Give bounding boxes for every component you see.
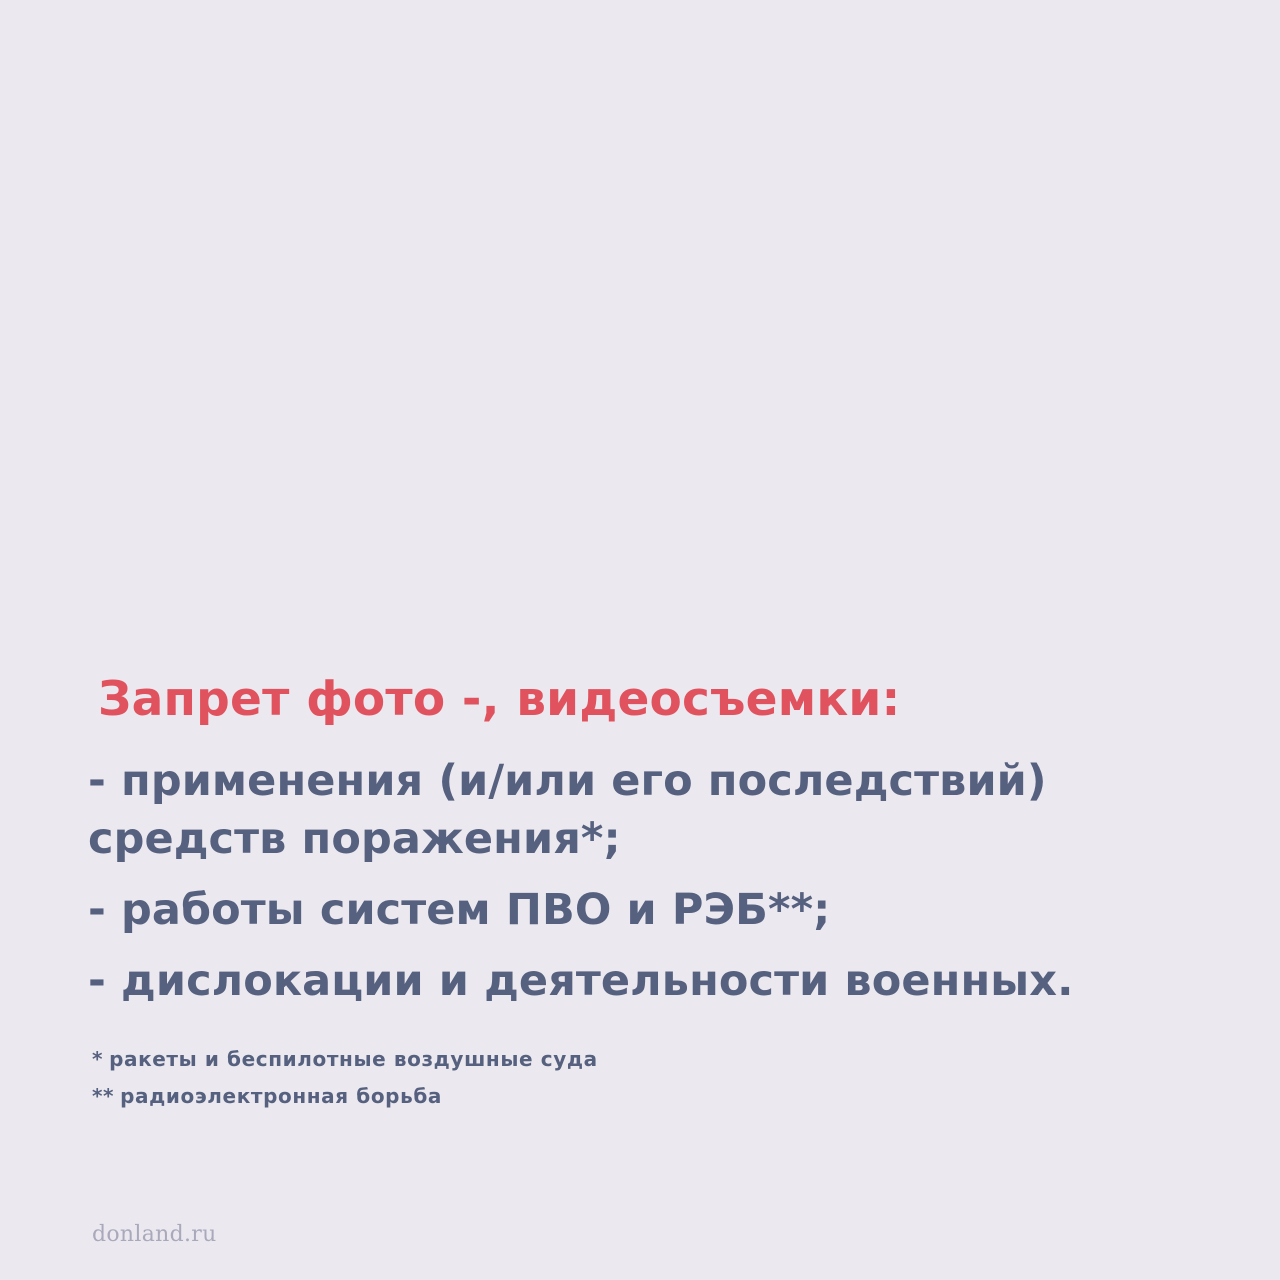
source-site-label: donland.ru (92, 1222, 217, 1247)
restriction-list (88, 753, 1198, 1010)
footnote-block (88, 1044, 1198, 1112)
footnote-marker: * (92, 1047, 104, 1072)
page-title: Запрет фото -, видеосъемки: (98, 672, 901, 727)
poster-content (88, 672, 1198, 1118)
list-item: - работы систем ПВО и РЭБ**; (88, 884, 831, 935)
footnote-text: радиоэлектронная борьба (120, 1084, 443, 1109)
list-item: - дислокации и деятельности военных. (88, 956, 1074, 1007)
footnote-single-asterisk (92, 1044, 1198, 1075)
list-item: - применения (и/или его последствий) средств поражения*; (88, 756, 1047, 864)
footnote-double-asterisk (92, 1081, 1198, 1112)
footnote-text: ракеты и беспилотные воздушные суда (109, 1047, 598, 1072)
footnote-marker: ** (92, 1084, 115, 1109)
